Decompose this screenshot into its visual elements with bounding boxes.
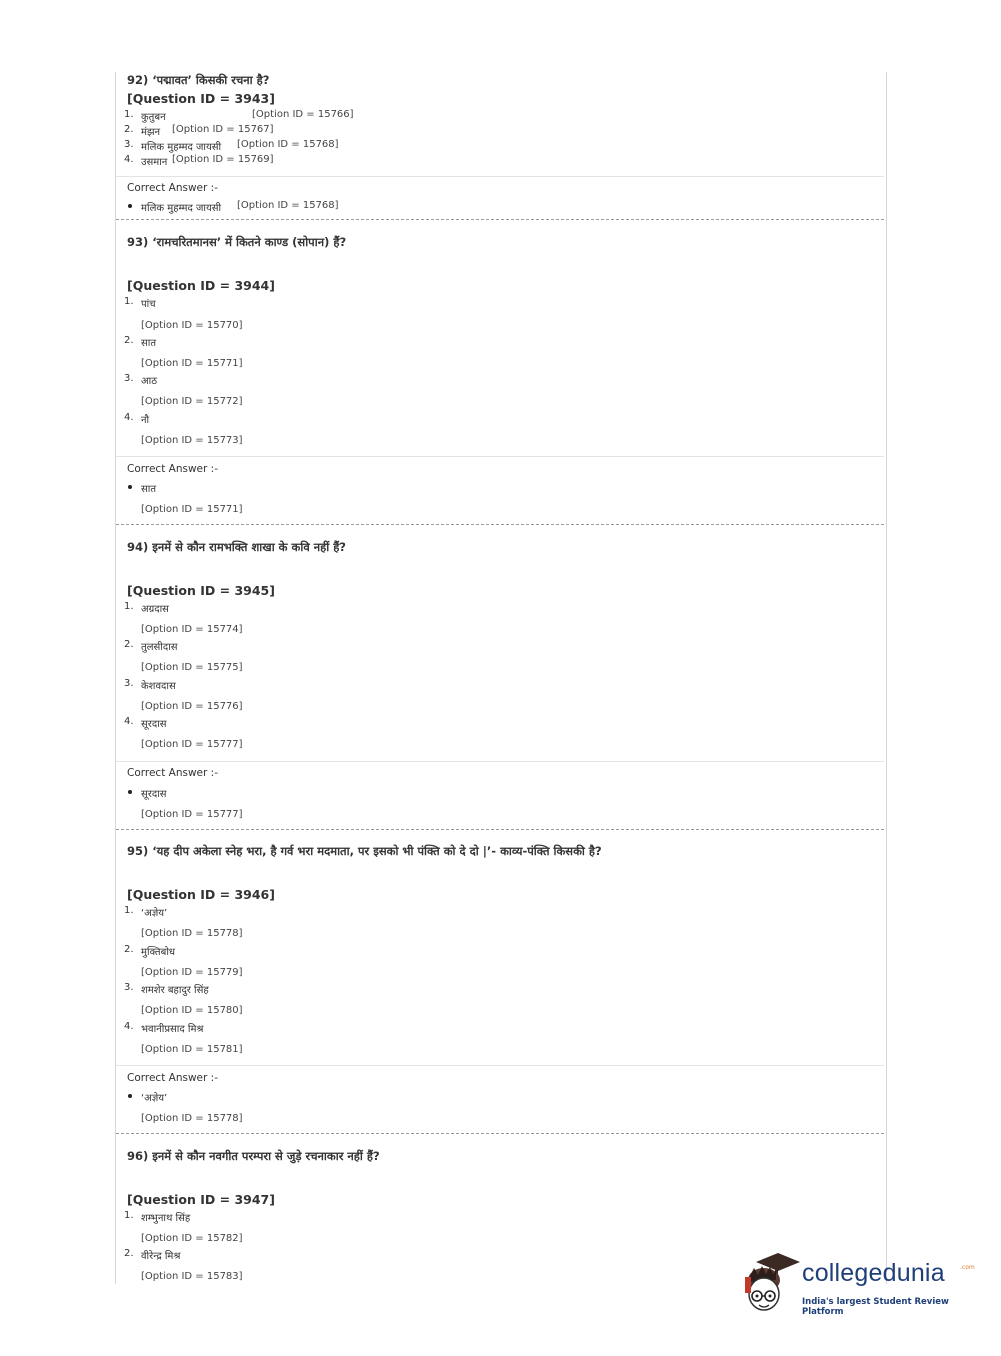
correct-answer-text: सात	[141, 484, 157, 495]
brand-domain: .com	[960, 1264, 975, 1271]
option-text: नौ	[141, 415, 150, 426]
correct-answer-text: मलिक मुहम्मद जायसी	[141, 203, 222, 214]
option-text: केशवदास	[141, 681, 176, 692]
option-id: [Option ID = 15777]	[141, 739, 243, 750]
option-id: [Option ID = 15780]	[141, 1005, 243, 1016]
option-id: [Option ID = 15781]	[141, 1044, 243, 1055]
option-number: 1.	[124, 109, 134, 120]
option-id: [Option ID = 15773]	[141, 435, 243, 446]
question-id: [Question ID = 3943]	[127, 91, 275, 106]
correct-answer-id: [Option ID = 15778]	[141, 1113, 243, 1124]
option-text: मुक्तिबोध	[141, 947, 176, 958]
page-frame	[115, 72, 887, 1284]
option-text: मंझन	[141, 127, 161, 138]
option-id: [Option ID = 15768]	[237, 139, 339, 150]
correct-answer-text: ‘अज्ञेय’	[141, 1093, 168, 1104]
correct-answer-id: [Option ID = 15768]	[237, 200, 339, 211]
question-title: 94) इनमें से कौन रामभक्ति शाखा के कवि नहीं हैं?	[127, 540, 346, 554]
option-number: 4.	[124, 1021, 134, 1032]
section-divider	[116, 176, 884, 177]
section-divider	[116, 456, 884, 457]
option-number: 2.	[124, 639, 134, 650]
option-number: 2.	[124, 944, 134, 955]
option-id: [Option ID = 15767]	[172, 124, 274, 135]
option-text: सात	[141, 338, 157, 349]
option-text: शमशेर बहादुर सिंह	[141, 985, 209, 996]
option-number: 3.	[124, 139, 134, 150]
option-text: शम्भुनाथ सिंह	[141, 1213, 191, 1224]
question-id: [Question ID = 3947]	[127, 1192, 275, 1207]
bullet-icon	[128, 204, 132, 208]
bullet-icon	[128, 485, 132, 489]
option-text: वीरेन्द्र मिश्र	[141, 1251, 181, 1262]
question-id: [Question ID = 3946]	[127, 887, 275, 902]
option-text: तुलसीदास	[141, 642, 178, 653]
question-title: 93) ‘रामचरितमानस’ में कितने काण्ड (सोपान) हैं?	[127, 235, 347, 249]
option-id: [Option ID = 15782]	[141, 1233, 243, 1244]
mascot-icon	[742, 1250, 802, 1320]
option-id: [Option ID = 15766]	[252, 109, 354, 120]
correct-answer-id: [Option ID = 15777]	[141, 809, 243, 820]
option-number: 1.	[124, 601, 134, 612]
option-id: [Option ID = 15775]	[141, 662, 243, 673]
option-number: 1.	[124, 296, 134, 307]
correct-answer-id: [Option ID = 15771]	[141, 504, 243, 515]
option-text: मलिक मुहम्मद जायसी	[141, 142, 222, 153]
option-id: [Option ID = 15774]	[141, 624, 243, 635]
option-text: पांच	[141, 299, 156, 310]
option-text: कुतुबन	[141, 112, 166, 123]
correct-answer-label: Correct Answer :-	[127, 1072, 218, 1084]
question-id: [Question ID = 3944]	[127, 278, 275, 293]
option-text: ‘अज्ञेय’	[141, 908, 168, 919]
option-id: [Option ID = 15776]	[141, 701, 243, 712]
option-text: उसमान	[141, 157, 168, 168]
option-number: 3.	[124, 678, 134, 689]
correct-answer-label: Correct Answer :-	[127, 767, 218, 779]
option-id: [Option ID = 15771]	[141, 358, 243, 369]
option-id: [Option ID = 15779]	[141, 967, 243, 978]
option-id: [Option ID = 15772]	[141, 396, 243, 407]
option-id: [Option ID = 15783]	[141, 1271, 243, 1282]
option-id: [Option ID = 15770]	[141, 320, 243, 331]
option-number: 2.	[124, 1248, 134, 1259]
question-title: 92) ‘पद्मावत’ किसकी रचना है?	[127, 73, 270, 87]
section-divider	[116, 761, 884, 762]
question-title: 96) इनमें से कौन नवगीत परम्परा से जुड़े रचनाकार नहीं हैं?	[127, 1149, 380, 1163]
question-title: 95) ‘यह दीप अकेला स्नेह भरा, है गर्व भरा मदमाता, पर इसको भी पंक्ति को दे दो |’- काव्य-पंक्ति किसकी है?	[127, 844, 602, 858]
option-number: 4.	[124, 154, 134, 165]
brand-tagline: India's largest Student Review Platform	[802, 1297, 949, 1317]
section-divider	[116, 1065, 884, 1066]
option-number: 1.	[124, 905, 134, 916]
option-number: 2.	[124, 335, 134, 346]
option-number: 1.	[124, 1210, 134, 1221]
option-text: सूरदास	[141, 719, 167, 730]
option-number: 4.	[124, 716, 134, 727]
option-number: 4.	[124, 412, 134, 423]
question-id: [Question ID = 3945]	[127, 583, 275, 598]
option-text: भवानीप्रसाद मिश्र	[141, 1024, 204, 1035]
option-number: 3.	[124, 982, 134, 993]
correct-answer-label: Correct Answer :-	[127, 182, 218, 194]
collegedunia-logo	[742, 1250, 975, 1320]
question-separator	[116, 219, 884, 220]
option-id: [Option ID = 15769]	[172, 154, 274, 165]
brand-name: collegedunia	[802, 1259, 945, 1287]
correct-answer-text: सूरदास	[141, 789, 167, 800]
option-id: [Option ID = 15778]	[141, 928, 243, 939]
bullet-icon	[128, 790, 132, 794]
option-text: अग्रदास	[141, 604, 169, 615]
correct-answer-label: Correct Answer :-	[127, 463, 218, 475]
option-number: 3.	[124, 373, 134, 384]
question-separator	[116, 829, 884, 830]
option-text: आठ	[141, 376, 158, 387]
bullet-icon	[128, 1094, 132, 1098]
option-number: 2.	[124, 124, 134, 135]
question-separator	[116, 1133, 884, 1134]
question-separator	[116, 524, 884, 525]
